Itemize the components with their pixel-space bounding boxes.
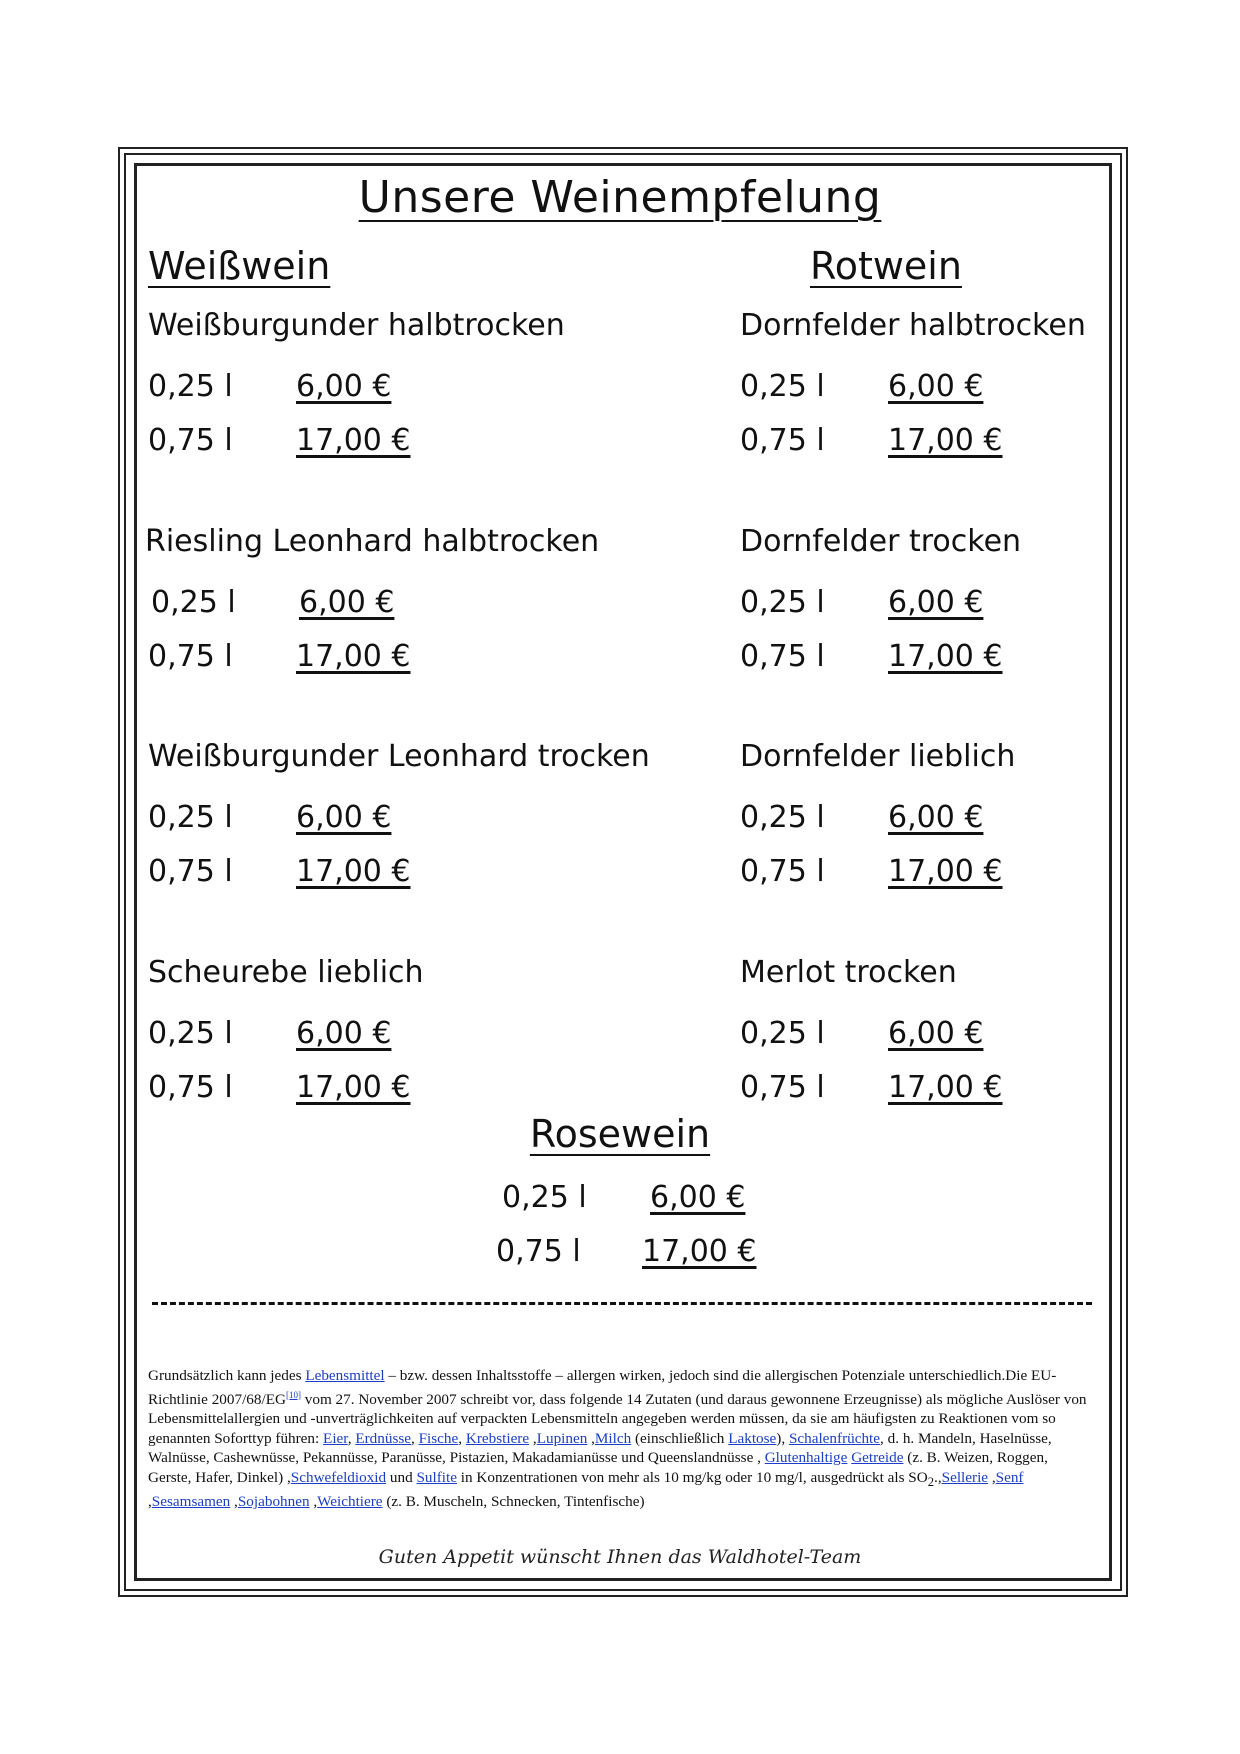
notice-text: – bzw. dessen Inhaltsstoffe – allergen wirken, jedoch sind die allergischen Potenziale unterschiedlich.Die EU-Richtlinie 2007/68/EG (148, 1367, 1057, 1408)
wine-name: Dornfelder halbtrocken (740, 308, 1086, 343)
notice-text: (z. B. Muscheln, Schnecken, Tintenfische) (382, 1493, 645, 1511)
price-row (740, 360, 1240, 414)
link-getreide[interactable]: Getreide (851, 1449, 904, 1467)
white-wine-heading: Weißwein (148, 244, 331, 288)
link-eier[interactable]: Eier (323, 1429, 348, 1447)
price: 6,00 € (296, 1016, 392, 1051)
notice-text: ., (934, 1468, 942, 1486)
link-fische[interactable]: Fische (418, 1429, 459, 1447)
link-krebstiere[interactable]: Krebstiere (465, 1429, 530, 1447)
link-sesamsamen[interactable]: Sesamsamen (151, 1493, 231, 1511)
price: 6,00 € (888, 1016, 984, 1051)
volume: 0,25 l (740, 585, 825, 620)
price: 17,00 € (296, 423, 411, 458)
link-sojabohnen[interactable]: Sojabohnen (237, 1493, 310, 1511)
wine-name: Weißburgunder halbtrocken (148, 308, 565, 343)
menu-title: Unsere Weinempfelung (358, 172, 882, 223)
notice-text: Grundsätzlich kann jedes (148, 1367, 306, 1384)
notice-text: vom 27. November 2007 schreibt vor, dass folgende 14 Zutaten (und daraus gewonnene Erzeugnisse) als mögliche Auslöser von Lebensmittelallergien und -unverträglichkeiten auf verpackten Lebensmitteln angegeben werden müssen, da sie am häufigsten zu Reaktionen vom so genannten Soforttyp führen: (148, 1390, 1087, 1447)
link-schalenfruechte[interactable]: Schalenfrüchte (788, 1429, 881, 1447)
rose-large-price-row (642, 1234, 757, 1269)
wine-item (148, 304, 668, 468)
rose-small-price-row (650, 1180, 745, 1215)
price: 6,00 € (888, 369, 984, 404)
price-row (740, 414, 1240, 468)
volume: 0,25 l (148, 1016, 233, 1051)
wine-item (740, 520, 1240, 684)
price-row (740, 576, 1240, 630)
price-row (740, 1061, 1240, 1115)
price-row (740, 791, 1240, 845)
price: 6,00 € (299, 585, 395, 620)
wine-name: Merlot trocken (740, 955, 957, 990)
price-row (740, 845, 1240, 899)
price-row (148, 1007, 668, 1061)
link-milch[interactable]: Milch (594, 1429, 632, 1447)
volume: 0,75 l (496, 1234, 581, 1269)
wine-name: Riesling Leonhard halbtrocken (145, 524, 600, 559)
price-row (148, 845, 668, 899)
link-erdnuesse[interactable]: Erdnüsse (355, 1429, 412, 1447)
volume: 0,75 l (148, 639, 233, 674)
allergen-notice: Grundsätzlich kann jedes Lebensmittel – bzw. dessen Inhaltsstoffe – allergen wirken, jedoch sind die allergischen Potenziale unterschiedlich.Die EU-Richtlinie 2007/68/EG[10] vom 27. November 2007 schreibt vor, dass folgende 14 Zutaten (und daraus gewonnene Erzeugnisse) als mögliche Auslöser von Lebensmittelallergien und -unverträglichkeiten auf verpackten Lebensmitteln angegeben werden müssen, da sie am häufigsten zu Reaktionen vom so genannten Soforttyp führen: Eier, Erdnüsse, Fische, Krebstiere ,Lupinen ,Milch (einschließlich Laktose), Schalenfrüchte, d. h. Mandeln, Haselnüsse, Walnüsse, Cashewnüsse, Pekannüsse, Paranüsse, Pistazien, Makadamianüsse und Queenslandnüsse , Glutenhaltige Getreide (z. B. Weizen, Roggen, Gerste, Hafer, Dinkel) ,Schwefeldioxid und Sulfite in Konzentrationen von mehr als 10 mg/kg oder 10 mg/l, ausgedrückt als $SO_2.,Sellerie$ ,Senf ,Sesamsamen ,Sojabohnen ,Weichtiere (z. B. Muscheln, Schnecken, Tintenfische) (148, 1367, 1087, 1511)
link-schwefeldioxid[interactable]: Schwefeldioxid (290, 1468, 387, 1486)
rose-wine-heading: Rosewein (529, 1112, 711, 1156)
price-row (148, 414, 668, 468)
volume: 0,25 l (740, 800, 825, 835)
wine-name: Weißburgunder Leonhard trocken (148, 739, 650, 774)
link-glutenhaltige[interactable]: Glutenhaltige (764, 1449, 848, 1467)
volume: 0,25 l (148, 369, 233, 404)
wine-item (740, 304, 1240, 468)
price: 6,00 € (888, 800, 984, 835)
price-row (148, 791, 668, 845)
price: 17,00 € (888, 639, 1003, 674)
volume: 0,75 l (148, 423, 233, 458)
wine-item (148, 735, 668, 899)
price: 6,00 € (296, 369, 392, 404)
dashed-divider (152, 1302, 1092, 1305)
volume: 0,75 l (148, 854, 233, 889)
price: 6,00 € (650, 1180, 746, 1215)
price: 6,00 € (296, 800, 392, 835)
price-row (148, 360, 668, 414)
wine-item (740, 735, 1240, 899)
link-sellerie[interactable]: Sellerie (941, 1468, 989, 1486)
price: 17,00 € (642, 1234, 757, 1269)
price-row (148, 576, 668, 630)
link-sulfite[interactable]: Sulfite (416, 1468, 457, 1486)
notice-text: und (386, 1468, 417, 1486)
footer-note: Guten Appetit wünscht Ihnen das Waldhotel-Team (378, 1546, 862, 1568)
price: 17,00 € (296, 1070, 411, 1105)
notice-text: (z. B. Weizen, Roggen, Gerste, Hafer, Dinkel) , (148, 1449, 1048, 1486)
price: 17,00 € (296, 639, 411, 674)
wine-name: Scheurebe lieblich (148, 955, 424, 990)
red-wine-heading: Rotwein (810, 244, 962, 288)
notice-text: , d. h. Mandeln, Haselnüsse, Walnüsse, Cashewnüsse, Pekannüsse, Paranüsse, Pistazien, Makadamianüsse und Queenslandnüsse , (148, 1429, 1052, 1467)
subscript: 2 (927, 1474, 935, 1489)
link-senf[interactable]: Senf (995, 1468, 1024, 1486)
wine-item (145, 520, 665, 684)
volume: 0,25 l (502, 1180, 587, 1215)
price: 17,00 € (888, 854, 1003, 889)
volume: 0,25 l (740, 369, 825, 404)
volume: 0,25 l (740, 1016, 825, 1051)
volume: 0,25 l (148, 800, 233, 835)
link-weichtiere[interactable]: Weichtiere (317, 1493, 383, 1511)
price-row (740, 1007, 1240, 1061)
price: 17,00 € (888, 423, 1003, 458)
volume: 0,75 l (740, 423, 825, 458)
volume: 0,75 l (740, 1070, 825, 1105)
volume: 0,75 l (740, 639, 825, 674)
wine-name: Dornfelder lieblich (740, 739, 1016, 774)
rose-large-row (496, 1234, 581, 1269)
price: 17,00 € (296, 854, 411, 889)
reference-link[interactable]: [10] (285, 1389, 301, 1400)
price-row (145, 630, 665, 684)
link-lupinen[interactable]: Lupinen (536, 1429, 588, 1447)
notice-text: in Konzentrationen von mehr als 10 mg/kg oder 10 mg/l, ausgedrückt als SO (456, 1468, 928, 1486)
rose-small-row (502, 1180, 587, 1215)
wine-item (740, 951, 1240, 1115)
wine-item (148, 951, 668, 1115)
price: 6,00 € (888, 585, 984, 620)
price-row (740, 630, 1240, 684)
volume: 0,75 l (740, 854, 825, 889)
volume: 0,75 l (148, 1070, 233, 1105)
wine-name: Dornfelder trocken (740, 524, 1022, 559)
price: 17,00 € (888, 1070, 1003, 1105)
notice-text: ), (776, 1429, 789, 1447)
notice-text: (einschließlich (631, 1429, 729, 1447)
volume: 0,25 l (151, 585, 236, 620)
link-laktose[interactable]: Laktose (728, 1429, 777, 1447)
price-row (148, 1061, 668, 1115)
link-lebensmittel[interactable]: Lebensmittel (305, 1367, 385, 1384)
